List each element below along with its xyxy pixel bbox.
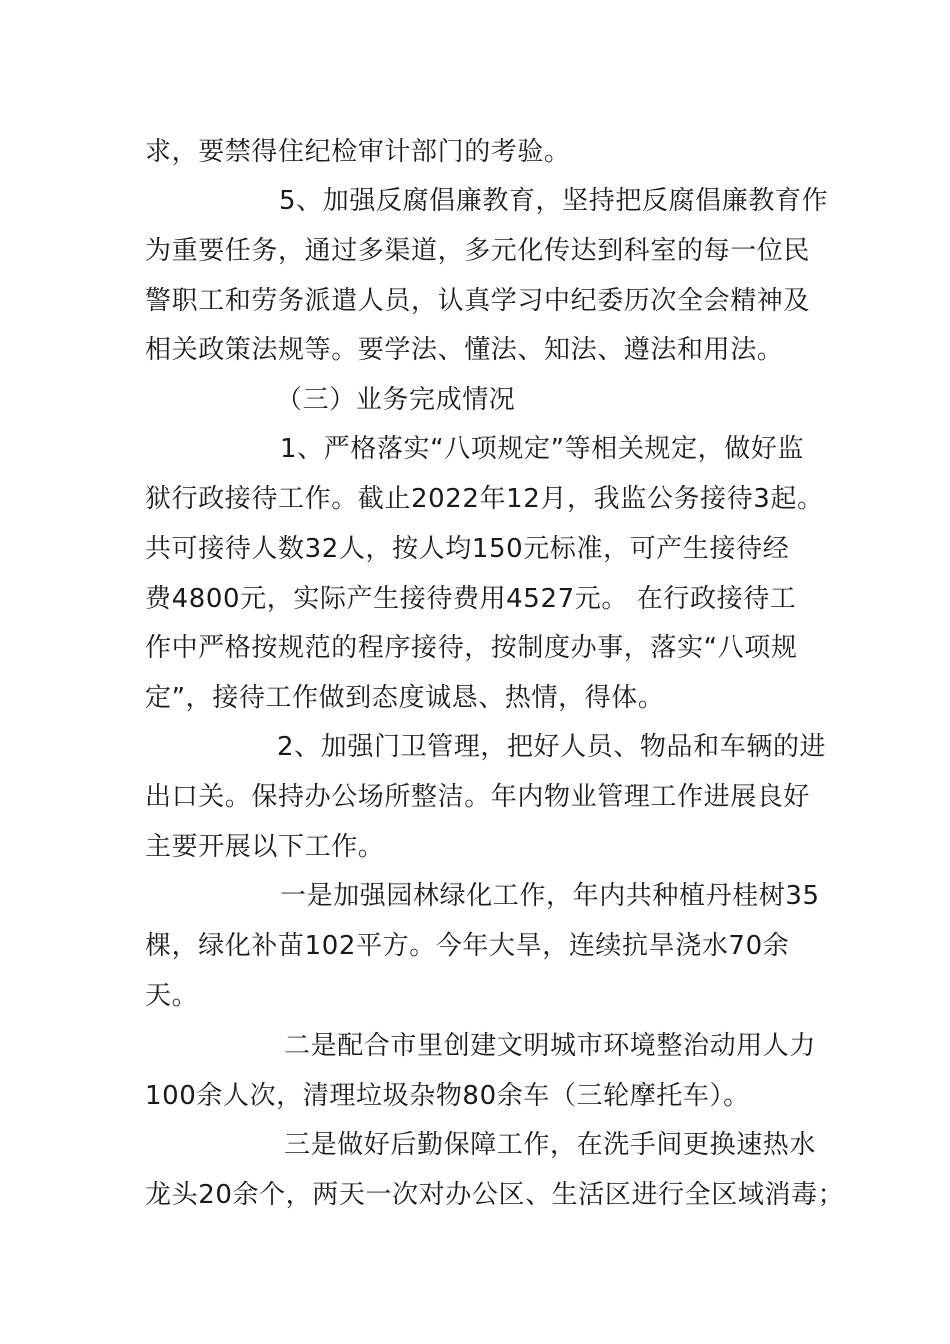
text-line: 棵，绿化补苗102平方。今年大旱，连续抗旱浇水70余 [145, 931, 790, 961]
text-line: 主要开展以下工作。 [145, 832, 385, 862]
text-line: 二是配合市里创建文明城市环境整治动用人力 [284, 1031, 817, 1061]
text-line: 100余人次，清理垃圾杂物80余车（三轮摩托车）。 [145, 1081, 750, 1111]
text-line: 三是做好后勤保障工作，在洗手间更换速热水 [284, 1130, 817, 1160]
text-line: 5、加强反腐倡廉教育，坚持把反腐倡廉教育作 [279, 186, 829, 216]
text-line: 警职工和劳务派遣人员，认真学习中纪委历次全会精神及 [145, 286, 811, 316]
text-line: 出口关。保持办公场所整洁。年内物业管理工作进展良好 [145, 782, 811, 812]
text-line: 1、严格落实“八项规定”等相关规定，做好监 [280, 434, 805, 464]
text-line: 求，要禁得住纪检审计部门的考验。 [145, 137, 571, 167]
text-line: 共可接待人数32人，按人均150元标准，可产生接待经 [145, 534, 790, 564]
text-line: 2、加强门卫管理，把好人员、物品和车辆的进 [277, 732, 827, 762]
text-line: 定”，接待工作做到态度诚恳、热情，得体。 [145, 683, 665, 713]
text-line: 天。 [145, 981, 199, 1011]
text-line: 费4800元，实际产生接待费用4527元。 在行政接待工 [145, 584, 797, 614]
text-line: 龙头20余个，两天一次对办公区、生活区进行全区域消毒； [145, 1180, 845, 1210]
text-line: 为重要任务，通过多渠道，多元化传达到科室的每一位民 [145, 236, 811, 266]
text-line: 狱行政接待工作。截止2022年12月，我监公务接待3起。 [145, 484, 824, 514]
section-heading: （三）业务完成情况 [276, 385, 516, 415]
text-line: 一是加强园林绿化工作，年内共种植丹桂树35 [280, 881, 820, 911]
text-line: 相关政策法规等。要学法、懂法、知法、遵法和用法。 [145, 335, 784, 365]
text-line: 作中严格按规范的程序接待，按制度办事，落实“八项规 [145, 633, 798, 663]
